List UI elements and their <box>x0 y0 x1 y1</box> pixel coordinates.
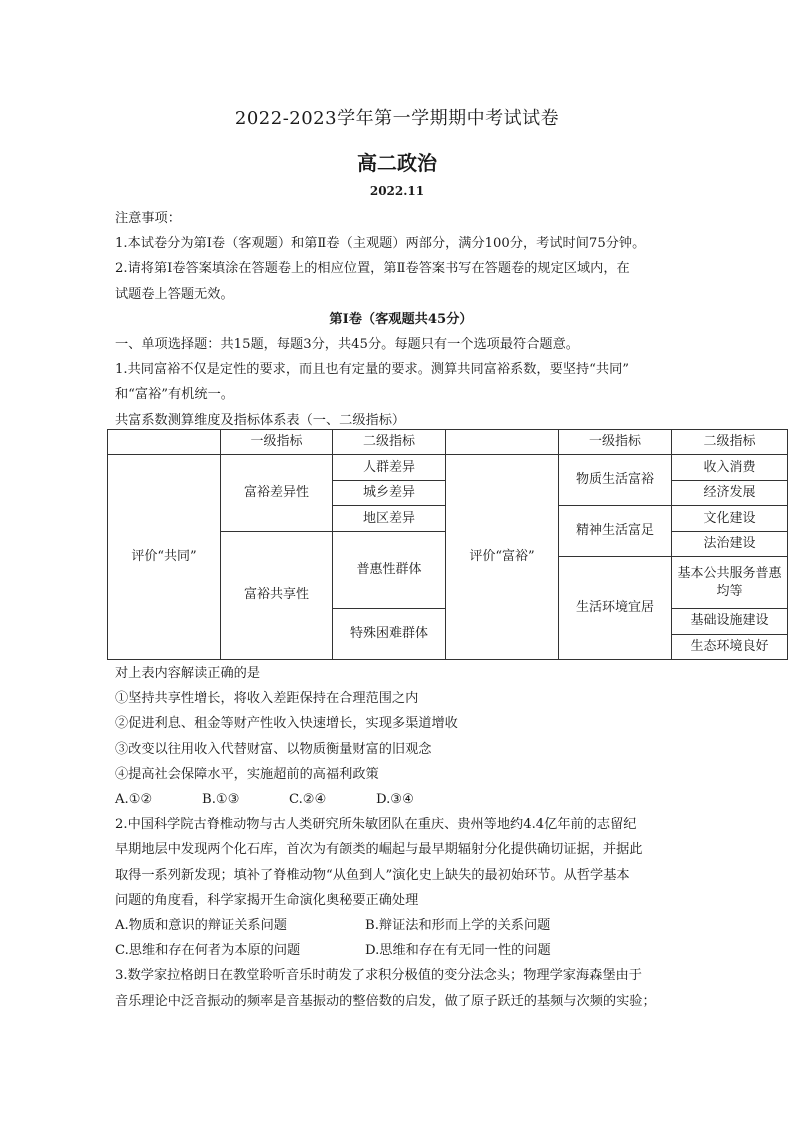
q2-stem-line: 取得一系列新发现；填补了脊椎动物“从鱼到人”演化史上缺失的最初始环节。从哲学基本 <box>115 867 630 883</box>
q1-statement: ④提高社会保障水平，实施超前的高福利政策 <box>115 766 379 782</box>
q2-option-a: A.物质和意识的辩证关系问题 <box>115 918 287 934</box>
note-item: 试题卷上答题无效。 <box>115 286 234 302</box>
table-cell-empty <box>108 430 221 455</box>
q1-statement: ③改变以往用收入代替财富、以物质衡量财富的旧观念 <box>115 741 432 757</box>
table-l2-cell: 基本公共服务普惠均等 <box>672 557 788 609</box>
table-l2-cell: 地区差异 <box>333 506 446 531</box>
table-group-right: 评价“富裕” <box>446 455 559 660</box>
table-l1-cell: 富裕差异性 <box>221 455 333 531</box>
section-title: 第Ⅰ卷（客观题共45分） <box>329 311 473 327</box>
q2-stem-line: 早期地层中发现两个化石库，首次为有颌类的崛起与最早期辐射分化提供确切证据，并据此 <box>115 842 643 858</box>
q2-options-row <box>115 913 687 938</box>
table-header-level1: 一级指标 <box>221 430 333 455</box>
exam-body-continued <box>115 661 687 1014</box>
table-l2-cell: 经济发展 <box>672 480 788 505</box>
table-header-level2: 二级指标 <box>672 430 788 455</box>
table-l1-cell: 生活环境宜居 <box>559 557 672 660</box>
table-l2-cell: 城乡差异 <box>333 480 446 505</box>
table-caption: 共富系数测算维度及指标体系表（一、二级指标） <box>115 412 406 428</box>
q1-statement: ②促进利息、租金等财产性收入快速增长，实现多渠道增收 <box>115 716 458 732</box>
table-l2-cell: 收入消费 <box>672 455 788 480</box>
q1-stem-line: 1.共同富裕不仅是定性的要求，而且也有定量的要求。测算共同富裕系数，要坚持“共同” <box>115 362 629 378</box>
q1-option-d: D.③④ <box>376 792 414 808</box>
q3-stem-line: 3.数学家拉格朗日在教堂聆听音乐时萌发了求积分极值的变分法念头；物理学家海森堡由于 <box>115 968 642 984</box>
notes-heading: 注意事项： <box>115 211 181 226</box>
q1-statement: ①坚持共享性增长，将收入差距保持在合理范围之内 <box>115 691 419 707</box>
section-instruction: 一、单项选择题：共15题，每题3分，共45分。每题只有一个选项最符合题意。 <box>115 337 579 353</box>
q2-option-c: C.思维和存在何者为本原的问题 <box>115 943 301 959</box>
q1-options <box>115 787 687 812</box>
table-l2-cell: 人群差异 <box>333 455 446 480</box>
note-item: 1.本试卷分为第Ⅰ卷（客观题）和第Ⅱ卷（主观题）两部分，满分100分，考试时间75分钟。 <box>115 236 646 252</box>
exam-body <box>115 206 687 433</box>
table-l2-cell: 普惠性群体 <box>333 531 446 608</box>
table-l2-cell: 生态环境良好 <box>672 634 788 659</box>
index-table <box>107 429 788 660</box>
exam-title: 2022-2023学年第一学期期中考试试卷 <box>234 108 560 129</box>
table-l1-cell: 物质生活富裕 <box>559 455 672 506</box>
table-l1-cell: 精神生活富足 <box>559 506 672 557</box>
table-l2-cell: 基础设施建设 <box>672 609 788 634</box>
q2-stem-line: 问题的角度看，科学家揭开生命演化奥秘要正确处理 <box>115 892 419 908</box>
table-l2-cell: 文化建设 <box>672 506 788 531</box>
table-group-left: 评价“共同” <box>108 455 221 660</box>
exam-subject: 高二政治 <box>357 151 437 175</box>
q1-option-b: B.①③ <box>202 792 240 808</box>
q2-option-d: D.思维和存在有无同一性的问题 <box>365 943 551 959</box>
table-header-level1: 一级指标 <box>559 430 672 455</box>
table-cell-empty <box>446 430 559 455</box>
q2-stem-line: 2.中国科学院古脊椎动物与古人类研究所朱敏团队在重庆、贵州等地约4.4亿年前的志留纪 <box>115 817 637 833</box>
q1-option-a: A.①② <box>115 792 153 808</box>
q2-options-row <box>115 938 687 963</box>
exam-date: 2022.11 <box>369 184 425 198</box>
note-item: 2.请将第Ⅰ卷答案填涂在答题卷上的相应位置，第Ⅱ卷答案书写在答题卷的规定区域内，在 <box>115 261 630 277</box>
q1-option-c: C.②④ <box>289 792 327 808</box>
q3-stem-line: 音乐理论中泛音振动的频率是音基振动的整倍数的启发，做了原子跃迁的基频与次频的实验； <box>115 993 656 1009</box>
q1-question: 对上表内容解读正确的是 <box>115 666 261 681</box>
q1-stem-line: 和“富裕”有机统一。 <box>115 387 234 403</box>
table-l2-cell: 法治建设 <box>672 531 788 556</box>
q2-option-b: B.辩证法和形而上学的关系问题 <box>365 918 551 934</box>
table-l1-cell: 富裕共享性 <box>221 531 333 659</box>
table-header-level2: 二级指标 <box>333 430 446 455</box>
table-l2-cell: 特殊困难群体 <box>333 609 446 660</box>
